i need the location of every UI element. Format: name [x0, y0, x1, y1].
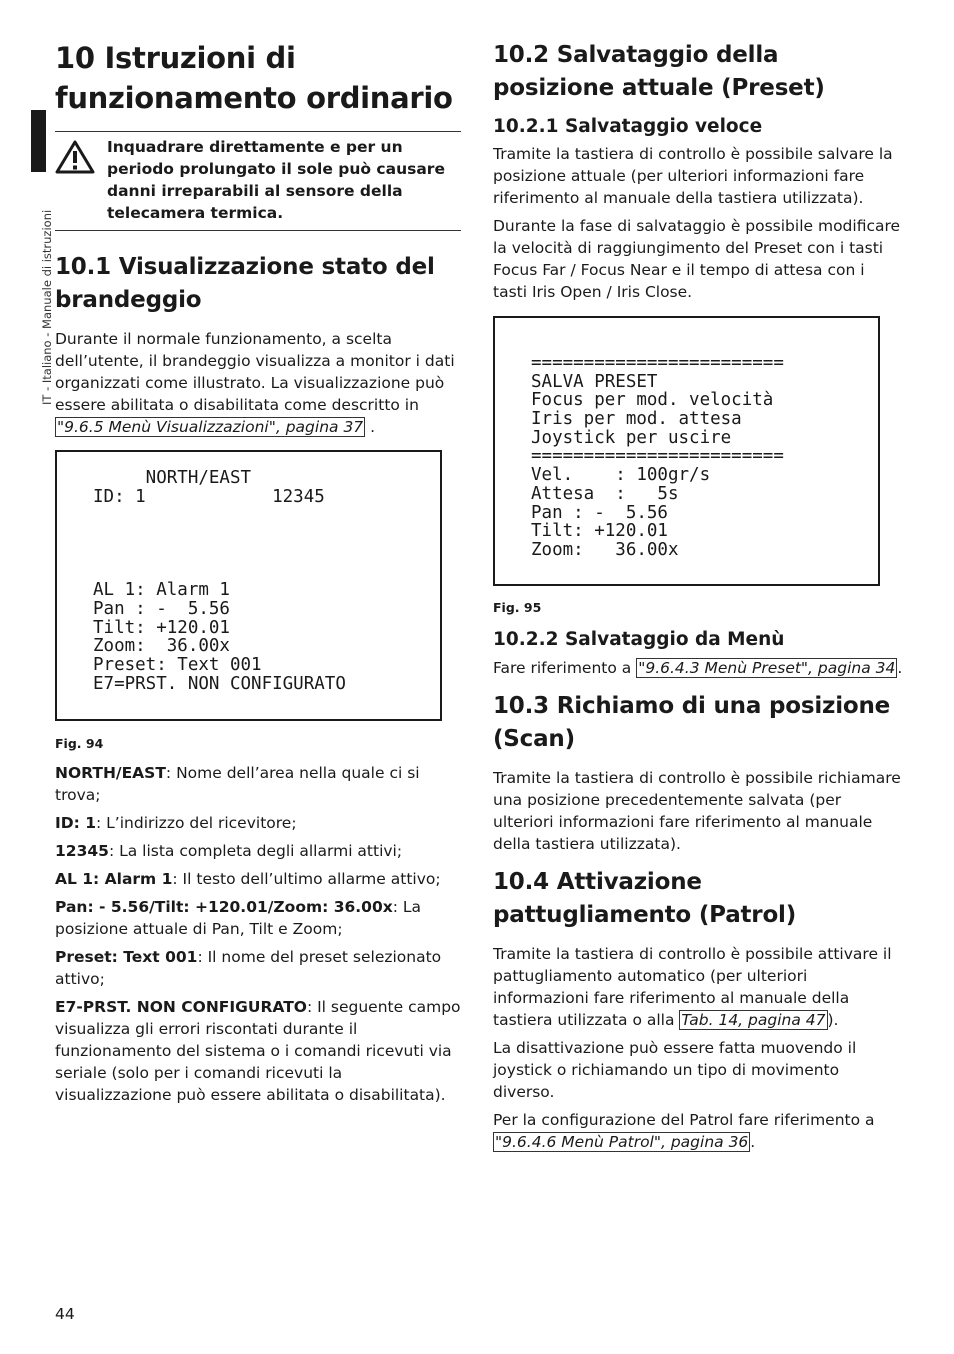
screen-line: E7=PRST. NON CONFIGURATO	[93, 673, 346, 694]
definition-item	[55, 996, 461, 1106]
screen-line: Preset: Text 001	[93, 654, 262, 675]
screen-line: Attesa : 5s	[531, 483, 679, 504]
screen-line: Zoom: 36.00x	[93, 636, 230, 657]
screen-line: Pan : - 5.56	[531, 502, 668, 523]
paragraph-text: Durante il normale funzionamento, a scelta dell’utente, il brandeggio visualizza a monitor i dati organizzati come illustrato. La visualizzazione può essere abilitata o disabilitata come descritto in	[55, 330, 455, 414]
warning-text: Inquadrare direttamente e per un periodo prolungato il sole può causare danni irreparabili al sensore della telecamera termica.	[107, 138, 445, 222]
paragraph-text: Per la configurazione del Patrol fare riferimento a	[493, 1111, 875, 1129]
definition-list	[55, 762, 461, 1106]
section-10-4-paragraph-3	[493, 1109, 903, 1153]
screen-line	[93, 544, 440, 563]
screen-line: Iris per mod. attesa	[531, 409, 742, 430]
definition-term: NORTH/EAST	[55, 764, 166, 782]
section-10-1-title: 10.1 Visualizzazione stato del brandeggio	[55, 254, 435, 313]
definition-desc: : L’indirizzo del ricevitore;	[96, 814, 297, 832]
section-tab-marker	[31, 110, 46, 172]
definition-desc: : La lista completa degli allarmi attivi;	[108, 842, 403, 860]
chapter-title	[55, 38, 461, 118]
osd-screen-fig95	[493, 316, 880, 586]
chapter-title-line1: 10 Istruzioni di	[55, 41, 296, 75]
section-10-3-title: 10.3 Richiamo di una posizione (Scan)	[493, 693, 891, 752]
warning-box	[55, 131, 461, 231]
definition-item	[55, 868, 461, 890]
screen-line	[93, 562, 440, 581]
screen-line: Focus per mod. velocità	[531, 390, 774, 411]
definition-item	[55, 896, 461, 940]
screen-line: ========================	[531, 446, 784, 467]
definition-desc: : Il nome del preset selezionato attivo;	[55, 948, 442, 988]
page-number: 44	[55, 1305, 75, 1323]
section-10-4-paragraph-2: La disattivazione può essere fatta muovendo il joystick o richiamando un tipo di movimento diverso.	[493, 1039, 857, 1101]
left-column	[55, 38, 461, 1106]
definition-desc: : Nome dell’area nella quale ci si trova;	[55, 764, 420, 804]
screen-line	[93, 506, 440, 525]
section-10-2-title: 10.2 Salvataggio della posizione attuale (Preset)	[493, 42, 825, 101]
screen-line: Zoom: 36.00x	[531, 539, 679, 560]
link-menu-patrol[interactable]: "9.6.4.6 Menù Patrol", pagina 36	[495, 1133, 749, 1151]
definition-desc: : Il seguente campo visualizza gli errori riscontati durante il funzionamento del sistema o i comandi ricevuti via seriale (solo per i comandi ricevuti la visualizzazione può essere abilitata o disabilitata).	[55, 998, 461, 1104]
definition-term: ID: 1	[55, 814, 97, 832]
definition-item	[55, 762, 461, 806]
screen-line: SALVA PRESET	[531, 371, 658, 392]
screen-line: Tilt: +120.01	[531, 521, 668, 542]
paragraph-text-end: .	[365, 418, 376, 436]
link-menu-preset[interactable]: "9.6.4.3 Menù Preset", pagina 34	[638, 659, 896, 677]
definition-term: Preset: Text 001	[55, 948, 198, 966]
section-10-1-paragraph	[55, 328, 461, 438]
definition-item	[55, 812, 461, 834]
screen-line: NORTH/EAST	[93, 468, 252, 488]
paragraph-text: Tramite la tastiera di controllo è possibile attivare il pattugliamento automatico (per ulteriori informazioni fare riferimento al manuale della tastiera utilizzata o alla	[493, 945, 892, 1029]
paragraph-text-end: ).	[827, 1011, 839, 1029]
definition-term: E7-PRST. NON CONFIGURATO	[55, 998, 307, 1016]
screen-line: AL 1: Alarm 1	[93, 580, 230, 601]
side-label: IT - Italiano - Manuale di istruzioni	[40, 209, 54, 405]
section-10-4-paragraph-1	[493, 943, 903, 1031]
definition-item	[55, 946, 461, 990]
definition-item	[55, 840, 461, 862]
paragraph-text-end: .	[897, 659, 903, 677]
link-tab-14[interactable]: Tab. 14, pagina 47	[681, 1011, 826, 1029]
definition-term: Pan: - 5.56/Tilt: +120.01/Zoom: 36.00x	[55, 898, 393, 916]
definition-term: AL 1: Alarm 1	[55, 870, 173, 888]
link-menu-visualizzazioni[interactable]: "9.6.5 Menù Visualizzazioni", pagina 37	[57, 418, 364, 436]
paragraph-text-end: .	[750, 1133, 756, 1151]
section-10-4-title: 10.4 Attivazione pattugliamento (Patrol)	[493, 869, 797, 928]
definition-desc: : Il testo dell’ultimo allarme attivo;	[172, 870, 441, 888]
figure-caption-95: Fig. 95	[493, 600, 542, 615]
section-10-2-2-title: 10.2.2 Salvataggio da Menù	[493, 629, 785, 650]
screen-line: Vel. : 100gr/s	[531, 465, 711, 486]
paragraph-text: Fare riferimento a	[493, 659, 637, 677]
section-10-2-1-title: 10.2.1 Salvataggio veloce	[493, 116, 763, 137]
screen-line: ========================	[531, 353, 784, 373]
right-column	[493, 38, 903, 1153]
definition-desc: : La posizione attuale di Pan, Tilt e Zoom;	[55, 898, 422, 938]
screen-line: Joystick per uscire	[531, 427, 732, 448]
screen-line: ID: 1 12345	[93, 486, 325, 507]
chapter-title-line2: funzionamento ordinario	[55, 81, 453, 115]
definition-term: 12345	[55, 842, 109, 860]
warning-triangle-icon	[55, 136, 95, 224]
screen-line: Tilt: +120.01	[93, 617, 230, 638]
section-10-2-1-paragraph-2: Durante la fase di salvataggio è possibile modificare la velocità di raggiungimento del Preset con i tasti Focus Far / Focus Near e il tempo di attesa con i tasti Iris Open / Iris Close.	[493, 217, 901, 301]
section-10-3-paragraph: Tramite la tastiera di controllo è possibile richiamare una posizione precedentemente salvata (per ulteriori informazioni fare riferimento al manuale della tastiera utilizzata).	[493, 769, 901, 853]
section-10-2-1-paragraph-1: Tramite la tastiera di controllo è possibile salvare la posizione attuale (per ulteriori informazioni fare riferimento al manuale della tastiera utilizzata).	[493, 145, 893, 207]
section-10-2-2-paragraph	[493, 657, 903, 679]
screen-line	[93, 525, 440, 544]
figure-caption-94: Fig. 94	[55, 736, 104, 751]
osd-screen-fig94	[55, 450, 442, 721]
screen-line: Pan : - 5.56	[93, 598, 230, 619]
